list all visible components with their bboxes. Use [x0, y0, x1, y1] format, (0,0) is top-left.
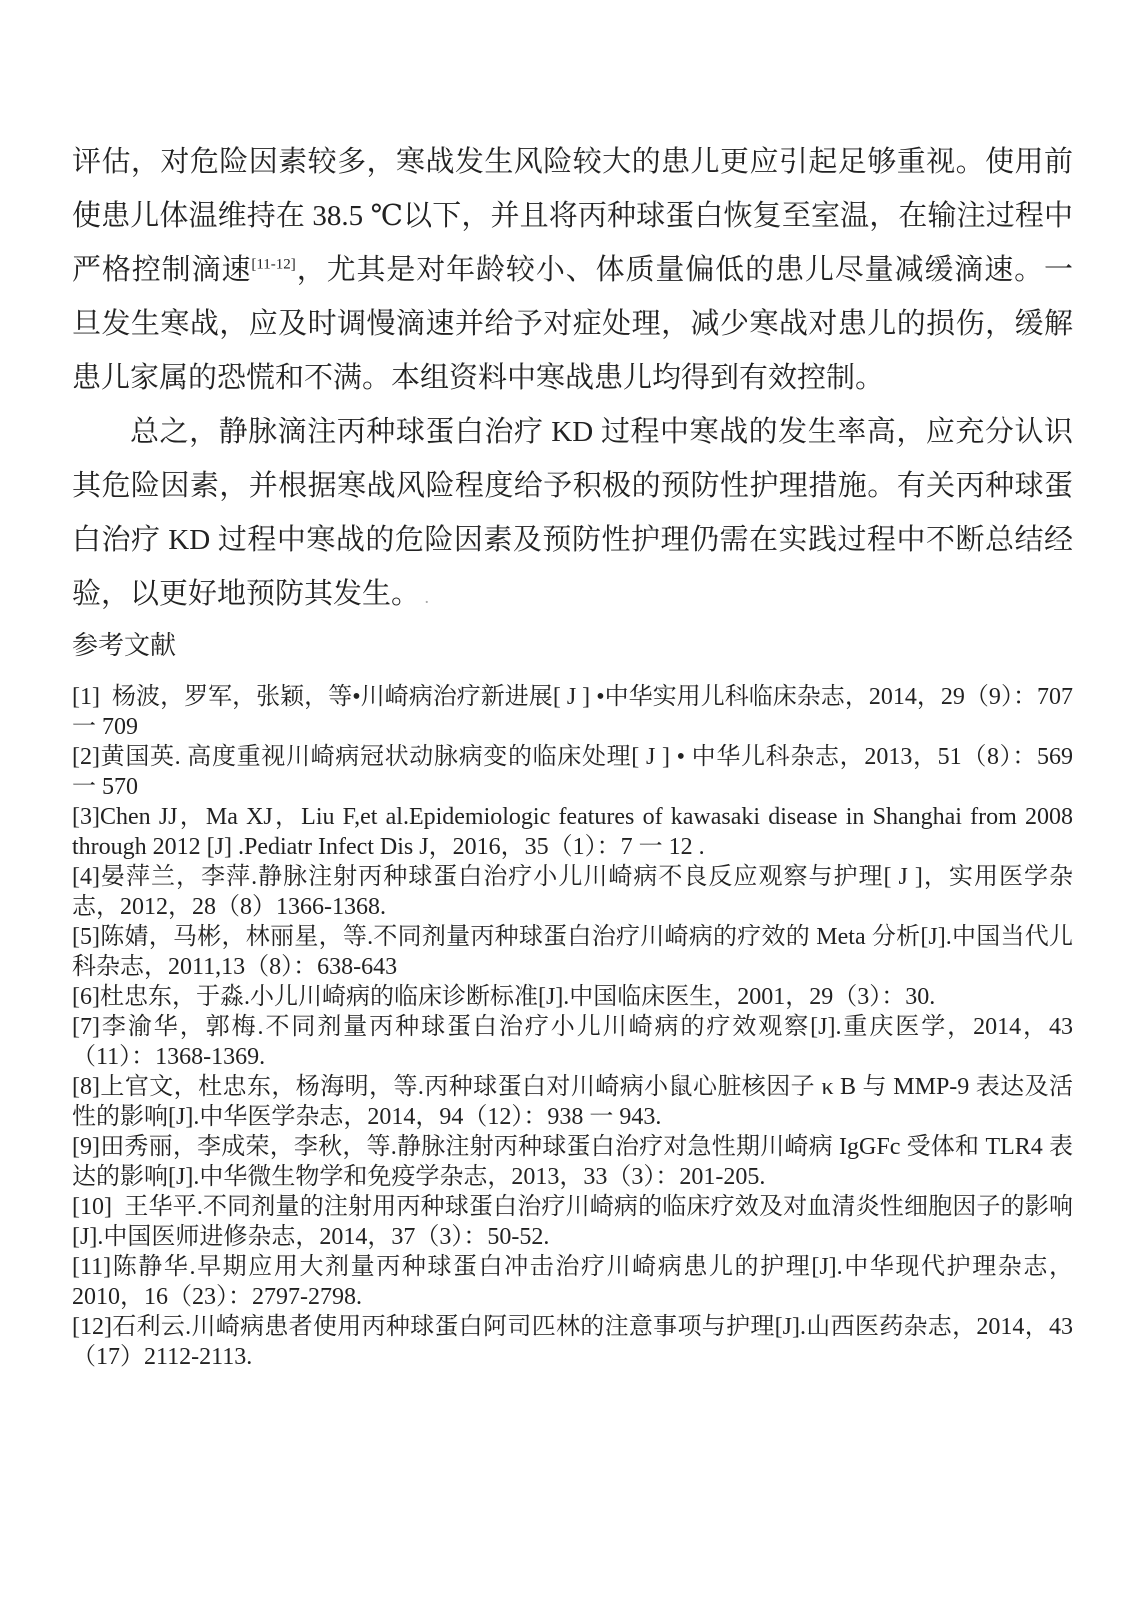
reference-item: [5]陈婧，马彬，林丽星，等.不同剂量丙种球蛋白治疗川崎病的疗效的 Meta 分析[J].中国当代儿科杂志，2011,13（8）：638-643	[72, 924, 1073, 980]
reference-item: [8]上官文，杜忠东，杨海明，等.丙种球蛋白对川崎病小鼠心脏核因子 κ B 与 MMP-9 表达及活性的影响[J].中华医学杂志，2014，94（12）：938 一 943.	[72, 1074, 1073, 1130]
text-run: .	[420, 587, 430, 607]
reference-item: [2]黄国英. 高度重视川崎病冠状动脉病变的临床处理[ J ] • 中华儿科杂志，2013，51（8）：569 一 570	[72, 744, 1073, 800]
reference-item: [6]杜忠东，于淼.小儿川崎病的临床诊断标准[J].中国临床医生，2001，29（3）：30.	[72, 984, 936, 1010]
body-paragraph	[72, 135, 1073, 405]
reference-item: [12]石利云.川崎病患者使用丙种球蛋白阿司匹林的注意事项与护理[J].山西医药杂志，2014，43（17）2112-2113.	[72, 1314, 1073, 1370]
reference-item: [4]晏萍兰，李萍.静脉注射丙种球蛋白治疗小儿川崎病不良反应观察与护理[ J ]，实用医学杂志，2012，28（8）1366-1368.	[72, 864, 1073, 920]
reference-item: [11]陈静华.早期应用大剂量丙种球蛋白冲击治疗川崎病患儿的护理[J].中华现代护理杂志，2010，16（23）：2797-2798.	[72, 1254, 1073, 1310]
reference-item: [9]田秀丽，李成荣，李秋，等.静脉注射丙种球蛋白治疗对急性期川崎病 IgGFc 受体和 TLR4 表达的影响[J].中华微生物学和免疫学杂志，2013，33（3）：201-205.	[72, 1134, 1073, 1190]
references-heading: 参考文献	[72, 631, 177, 660]
references-list	[72, 682, 1073, 1372]
text-run: ，尤其是对年龄较小、体质量偏低的患儿尽量减缓滴速。一旦发生寒战，应及时调慢滴速并给予对症处理，减少寒战对患儿的损伤，缓解患儿家属的恐慌和不满。本组资料中寒战患儿均得到有效控制。	[72, 254, 1073, 394]
body-paragraph	[72, 405, 1073, 624]
text-run: 评估，对危险因素较多，寒战发生风险较大的患儿更应引起足够重视。使用前使患儿体温维持在 38.5 ℃以下，并且将丙种球蛋白恢复至室温，在输注过程中严格控制滴速	[72, 146, 1073, 286]
reference-item: [3]Chen JJ，Ma XJ，Liu F,et al.Epidemiologic features of kawasaki disease in Shanghai from 2008 through 2012 [J] .Pediatr Infect Dis J，2016，35（1）：7 一 12 .	[72, 804, 1073, 860]
citation-superscript: [11-12]	[251, 256, 296, 273]
reference-item: [7]李渝华，郭梅.不同剂量丙种球蛋白治疗小儿川崎病的疗效观察[J].重庆医学，2014，43（11）：1368-1369.	[72, 1014, 1073, 1070]
reference-item: [10] 王华平.不同剂量的注射用丙种球蛋白治疗川崎病的临床疗效及对血清炎性细胞因子的影响[J].中国医师进修杂志，2014，37（3）：50-52.	[72, 1194, 1073, 1250]
text-run: 总之，静脉滴注丙种球蛋白治疗 KD 过程中寒战的发生率高，应充分认识其危险因素，并根据寒战风险程度给予积极的预防性护理措施。有关丙种球蛋白治疗 KD 过程中寒战的危险因素及预防性护理仍需在实践过程中不断总结经验，以更好地预防其发生。	[72, 416, 1073, 610]
reference-item: [1] 杨波，罗军，张颖，等•川崎病治疗新进展[ J ] •中华实用儿科临床杂志，2014，29（9）：707 一 709	[72, 684, 1073, 740]
body-paragraphs	[72, 135, 1073, 624]
